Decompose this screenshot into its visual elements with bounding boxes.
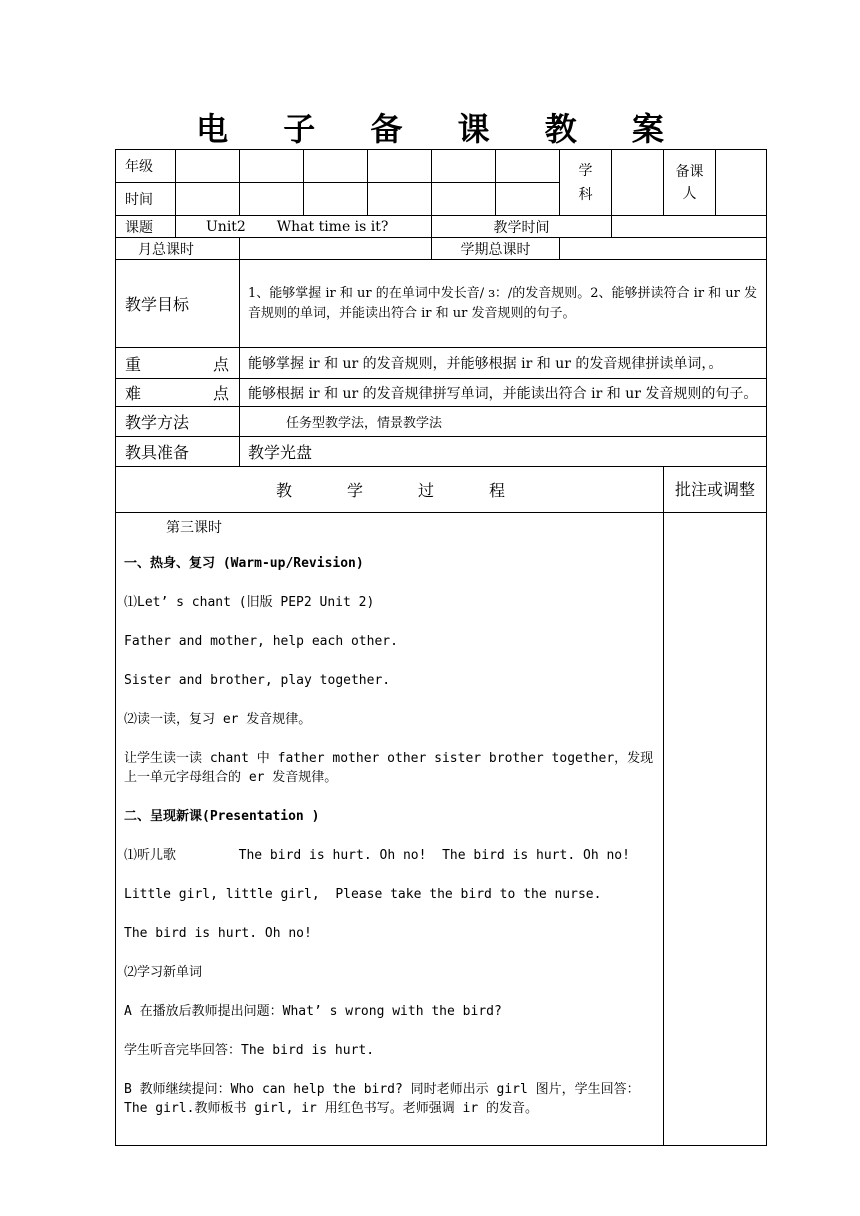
process-line: Sister and brother, play together. <box>124 673 391 688</box>
difficult-point-text: 能够根据 ir 和 ur 的发音规律拼写单词，并能读出符合 ir 和 ur 发音规则的句子。 <box>240 379 767 407</box>
objective-label: 教学目标 <box>116 260 240 348</box>
preparer-label: 备课 人 <box>664 150 716 216</box>
process-line: ⑴听儿歌 The bird is hurt. Oh no! The bird is hurt. Oh no! <box>124 848 630 863</box>
key-point-text: 能够掌握 ir 和 ur 的发音规则，并能够根据 ir 和 ur 的发音规律拼读单词，。 <box>240 348 767 379</box>
time-cell <box>496 183 560 216</box>
teaching-time-label: 教学时间 <box>432 216 612 238</box>
difficult-point-label: 难 点 <box>116 379 240 407</box>
grade-cell <box>240 150 304 183</box>
time-label: 时间 <box>116 183 176 216</box>
topic-unit: Unit2 <box>206 218 246 235</box>
page-title: 电 子 备 课 教 案 <box>196 110 686 148</box>
objective-text: 1、能够掌握 ir 和 ur 的在单词中发长音/ ɜ：/的发音规则。2、能够拼读符合 ir 和 ur 发音规则的单词，并能读出符合 ir 和 ur 发音规则的句子。 <box>240 260 767 348</box>
lesson-label: 第三课时 <box>166 520 222 536</box>
method-label: 教学方法 <box>116 407 240 437</box>
term-total-value <box>560 238 767 260</box>
notes-label: 批注或调整 <box>664 467 767 513</box>
subject-label: 学 科 <box>560 150 612 216</box>
time-cell <box>368 183 432 216</box>
process-line: 一、热身、复习 (Warm-up/Revision) <box>124 556 364 571</box>
grade-label: 年级 <box>116 150 176 183</box>
time-cell <box>304 183 368 216</box>
topic-value <box>176 216 432 238</box>
process-line: A 在播放后教师提出问题：What’ s wrong with the bird? <box>124 1004 502 1019</box>
term-total-label: 学期总课时 <box>432 238 560 260</box>
tools-label: 教具准备 <box>116 437 240 467</box>
process-line: ⑵读一读，复习 er 发音规律。 <box>124 712 312 727</box>
time-cell <box>176 183 240 216</box>
topic-label: 课题 <box>116 216 176 238</box>
subject-value <box>612 150 664 216</box>
process-line: The bird is hurt. Oh no! <box>124 926 312 941</box>
method-text: 任务型教学法，情景教学法 <box>240 407 767 437</box>
process-line: Father and mother, help each other. <box>124 634 398 649</box>
grade-cell <box>176 150 240 183</box>
process-line: 学生听音完毕回答：The bird is hurt. <box>124 1043 375 1058</box>
time-cell <box>240 183 304 216</box>
process-line: 让学生读一读 chant 中 father mother other sister brother together，发现上一单元字母组合的 er 发音规律。 <box>124 751 654 785</box>
teaching-time-value <box>612 216 767 238</box>
notes-cell <box>664 513 767 1146</box>
monthly-total-value <box>240 238 432 260</box>
process-heading: 教 学 过 程 <box>116 467 664 513</box>
grade-cell <box>496 150 560 183</box>
key-point-label: 重 点 <box>116 348 240 379</box>
process-line: ⑴Let’ s chant (旧版 PEP2 Unit 2) <box>124 595 375 610</box>
topic-title: What time is it? <box>276 218 389 235</box>
preparer-value <box>716 150 767 216</box>
process-content <box>116 513 664 1146</box>
process-line: Little girl, little girl, Please take the bird to the nurse. <box>124 887 602 902</box>
process-line: ⑵学习新单词 <box>124 965 203 980</box>
grade-cell <box>304 150 368 183</box>
grade-cell <box>432 150 496 183</box>
grade-cell <box>368 150 432 183</box>
tools-text: 教学光盘 <box>240 437 767 467</box>
time-cell <box>432 183 496 216</box>
process-line: 二、呈现新课(Presentation ) <box>124 809 320 824</box>
process-line: B 教师继续提问：Who can help the bird? 同时老师出示 girl 图片，学生回答：The girl.教师板书 girl, ir 用红色书写。老师强调 ir 的发音。 <box>124 1082 640 1116</box>
lesson-plan-table <box>115 149 767 1146</box>
monthly-total-label: 月总课时 <box>116 238 240 260</box>
